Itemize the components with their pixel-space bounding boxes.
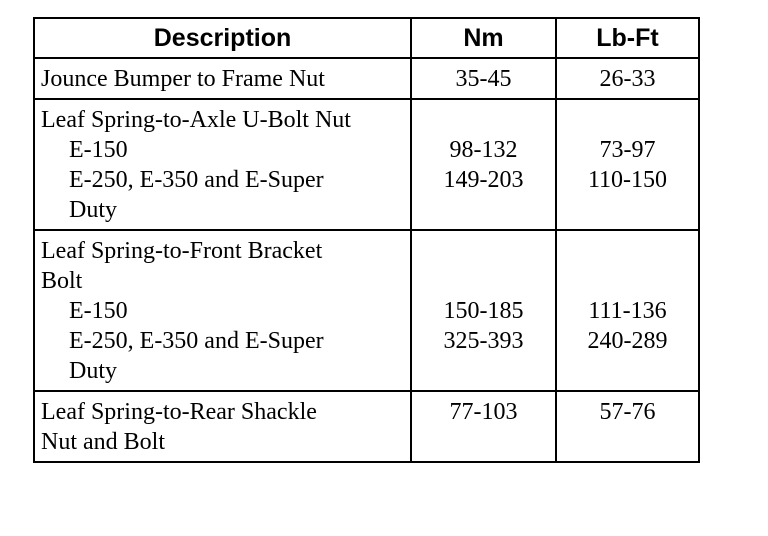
lbft-value: 111-136: [588, 298, 667, 324]
model-variant: E-150: [69, 298, 128, 324]
model-variant: E-250, E-350 and E-Super: [69, 328, 324, 354]
lbft-cell: [556, 391, 699, 462]
nm-value: 35-45: [455, 66, 512, 92]
description-text: Jounce Bumper to Frame Nut: [41, 66, 325, 92]
description-text-continued: Bolt: [41, 268, 83, 294]
header-row: [34, 18, 699, 58]
model-variant-continued: Duty: [69, 197, 117, 223]
lbft-value: 57-76: [599, 399, 656, 425]
header-description: Description: [34, 18, 411, 58]
nm-cell: [411, 58, 556, 99]
table-row: [34, 391, 699, 462]
model-list: [41, 135, 404, 225]
nm-value: 98-132: [449, 137, 518, 163]
nm-cell: [411, 391, 556, 462]
description-text-continued: Nut and Bolt: [41, 429, 165, 455]
lbft-cell: [556, 230, 699, 391]
lbft-cell: [556, 99, 699, 230]
model-list: [41, 296, 404, 386]
nm-value: 149-203: [443, 167, 524, 193]
table-row: [34, 230, 699, 391]
nm-value: 150-185: [443, 298, 524, 324]
description-text: Leaf Spring-to-Front Bracket: [41, 238, 323, 264]
header-lbft: Lb-Ft: [556, 18, 699, 58]
model-variant-continued: Duty: [69, 358, 117, 384]
header-nm: Nm: [411, 18, 556, 58]
description-text: Leaf Spring-to-Axle U-Bolt Nut: [41, 107, 351, 133]
description-text: Leaf Spring-to-Rear Shackle: [41, 399, 317, 425]
lbft-value: 73-97: [599, 137, 656, 163]
description-cell: [34, 58, 411, 99]
nm-value: 325-393: [443, 328, 524, 354]
lbft-cell: [556, 58, 699, 99]
torque-spec-table: [33, 17, 700, 463]
lbft-value: 26-33: [599, 66, 656, 92]
lbft-value: 240-289: [587, 328, 668, 354]
model-variant: E-250, E-350 and E-Super: [69, 167, 324, 193]
table-row: [34, 58, 699, 99]
lbft-value: 110-150: [587, 167, 668, 193]
model-variant: E-150: [69, 137, 128, 163]
description-cell: [34, 391, 411, 462]
description-cell: [34, 99, 411, 230]
nm-cell: [411, 99, 556, 230]
nm-cell: [411, 230, 556, 391]
nm-value: 77-103: [449, 399, 518, 425]
description-cell: [34, 230, 411, 391]
table-row: [34, 99, 699, 230]
